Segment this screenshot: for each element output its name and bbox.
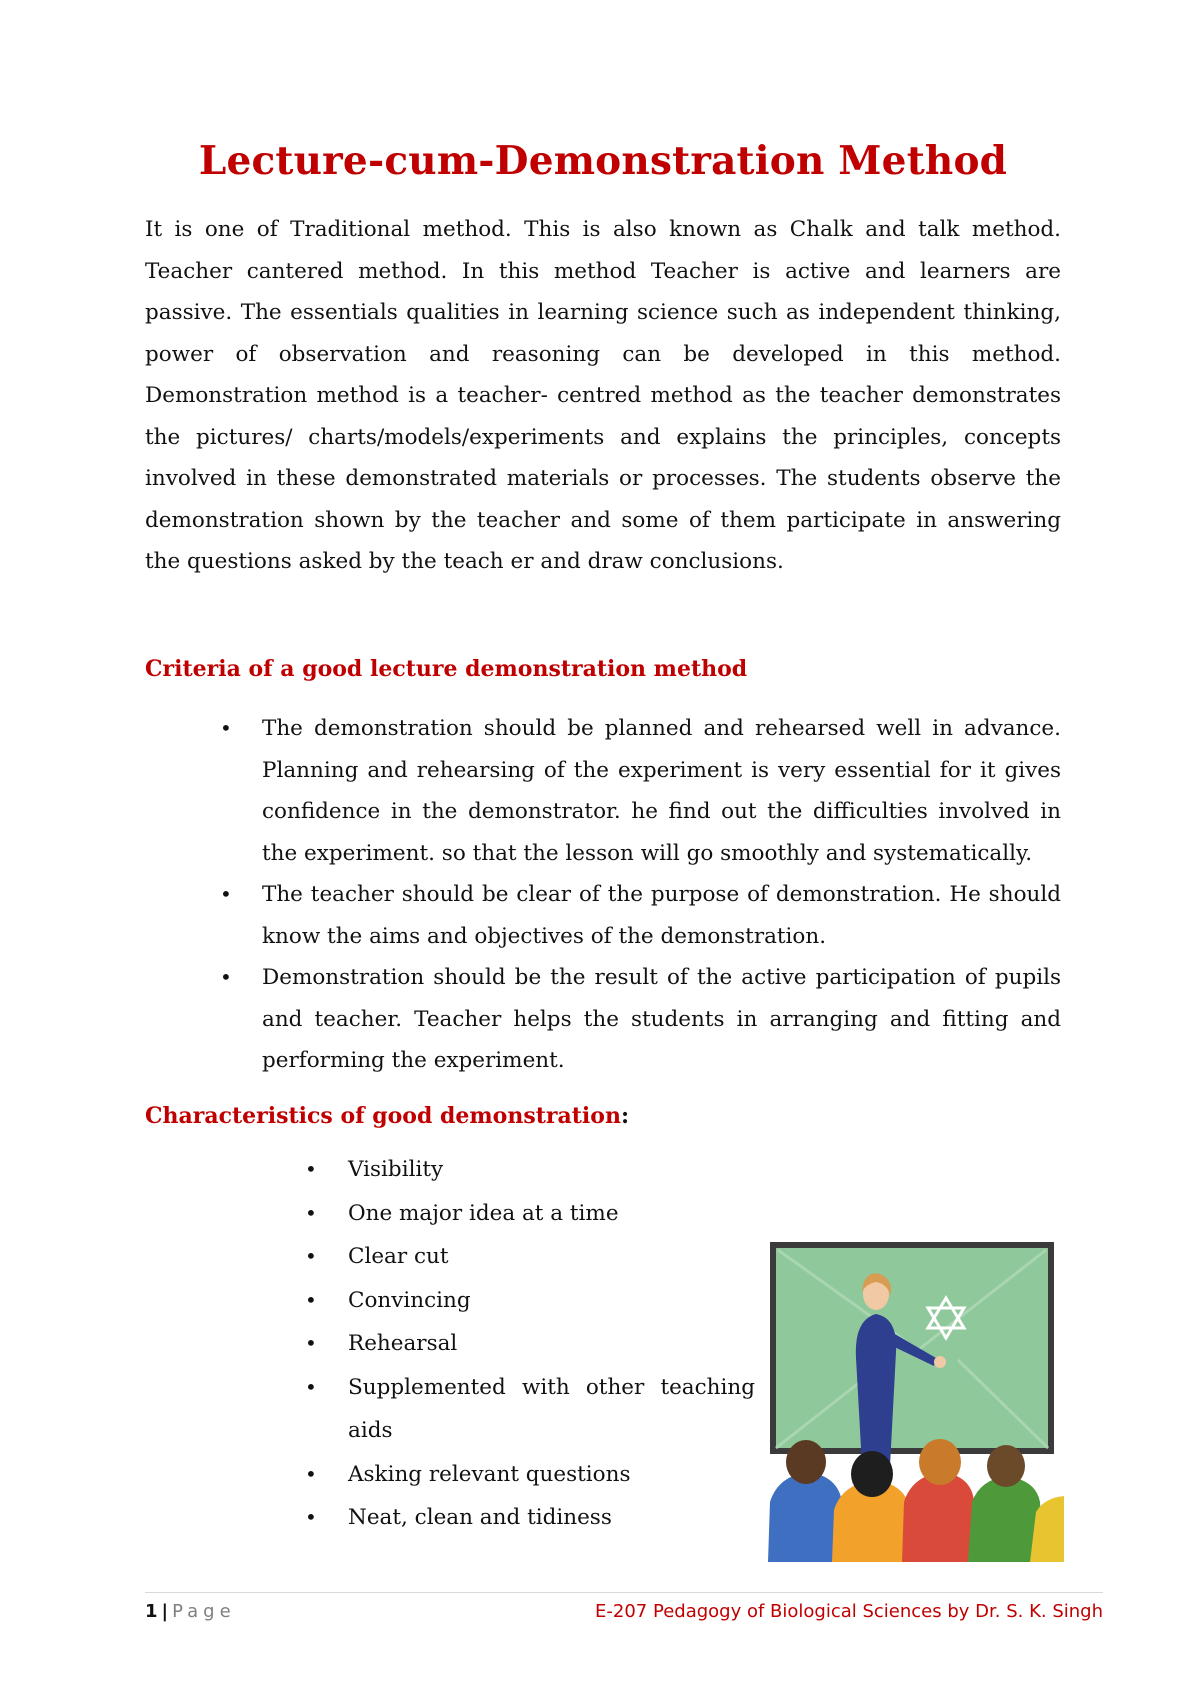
student-hair — [987, 1445, 1025, 1487]
list-item: • One major idea at a time — [145, 1192, 755, 1236]
criteria-list — [145, 708, 1061, 1082]
student-hair — [786, 1440, 826, 1484]
characteristics-list — [145, 1148, 755, 1540]
footer-divider — [145, 1592, 1103, 1593]
page-label: Page — [172, 1601, 236, 1622]
list-item: • Demonstration should be the result of the active participation of pupils and teacher. Teacher helps the students in arranging and fitting and performing the experiment. — [145, 957, 1061, 1082]
footer-page-info — [145, 1601, 236, 1622]
characteristics-heading-text: Characteristics of good demonstration — [145, 1103, 621, 1129]
page-number: 1 — [145, 1601, 158, 1622]
list-item: • Asking relevant questions — [145, 1453, 755, 1497]
student-hair — [851, 1451, 893, 1497]
list-item: • Clear cut — [145, 1235, 755, 1279]
footer-separator: | — [161, 1601, 169, 1622]
list-item: • Supplemented with other teaching aids — [145, 1366, 755, 1453]
student-hair — [919, 1439, 961, 1485]
characteristics-heading — [145, 1103, 629, 1129]
list-item: • Convincing — [145, 1279, 755, 1323]
list-item: • Visibility — [145, 1148, 755, 1192]
teacher-hand — [934, 1356, 946, 1368]
classroom-illustration — [768, 1240, 1064, 1562]
heading-colon: : — [620, 1103, 630, 1129]
list-item: • Neat, clean and tidiness — [145, 1496, 755, 1540]
intro-paragraph: It is one of Traditional method. This is also known as Chalk and talk method. Teacher cantered method. In this method Teacher is active and learners are passive. The essentials qualities in learning science such as independent thinking, power of observation and reasoning can be developed in this method. Demonstration method is a teacher- centred method as the teacher demonstrates the pictures/ charts/models/experiments and explains the principles, concepts involved in these demonstrated materials or processes. The students observe the demonstration shown by the teacher and some of them participate in answering the questions asked by the teach er and draw conclusions. — [145, 217, 1061, 574]
page-title: Lecture-cum-Demonstration Method — [198, 138, 1008, 184]
footer-course-title: E-207 Pedagogy of Biological Sciences by Dr. S. K. Singh — [595, 1601, 1103, 1622]
student-blue — [768, 1472, 842, 1562]
list-item: • Rehearsal — [145, 1322, 755, 1366]
student-red — [902, 1472, 976, 1562]
list-item: • The teacher should be clear of the purpose of demonstration. He should know the aims and objectives of the demonstration. — [145, 874, 1061, 957]
criteria-heading: Criteria of a good lecture demonstration method — [145, 656, 748, 682]
list-item: • The demonstration should be planned and rehearsed well in advance. Planning and rehearsing of the experiment is very essential for it gives confidence in the demonstrator. he find out the difficulties involved in the experiment. so that the lesson will go smoothly and systematically. — [145, 708, 1061, 874]
